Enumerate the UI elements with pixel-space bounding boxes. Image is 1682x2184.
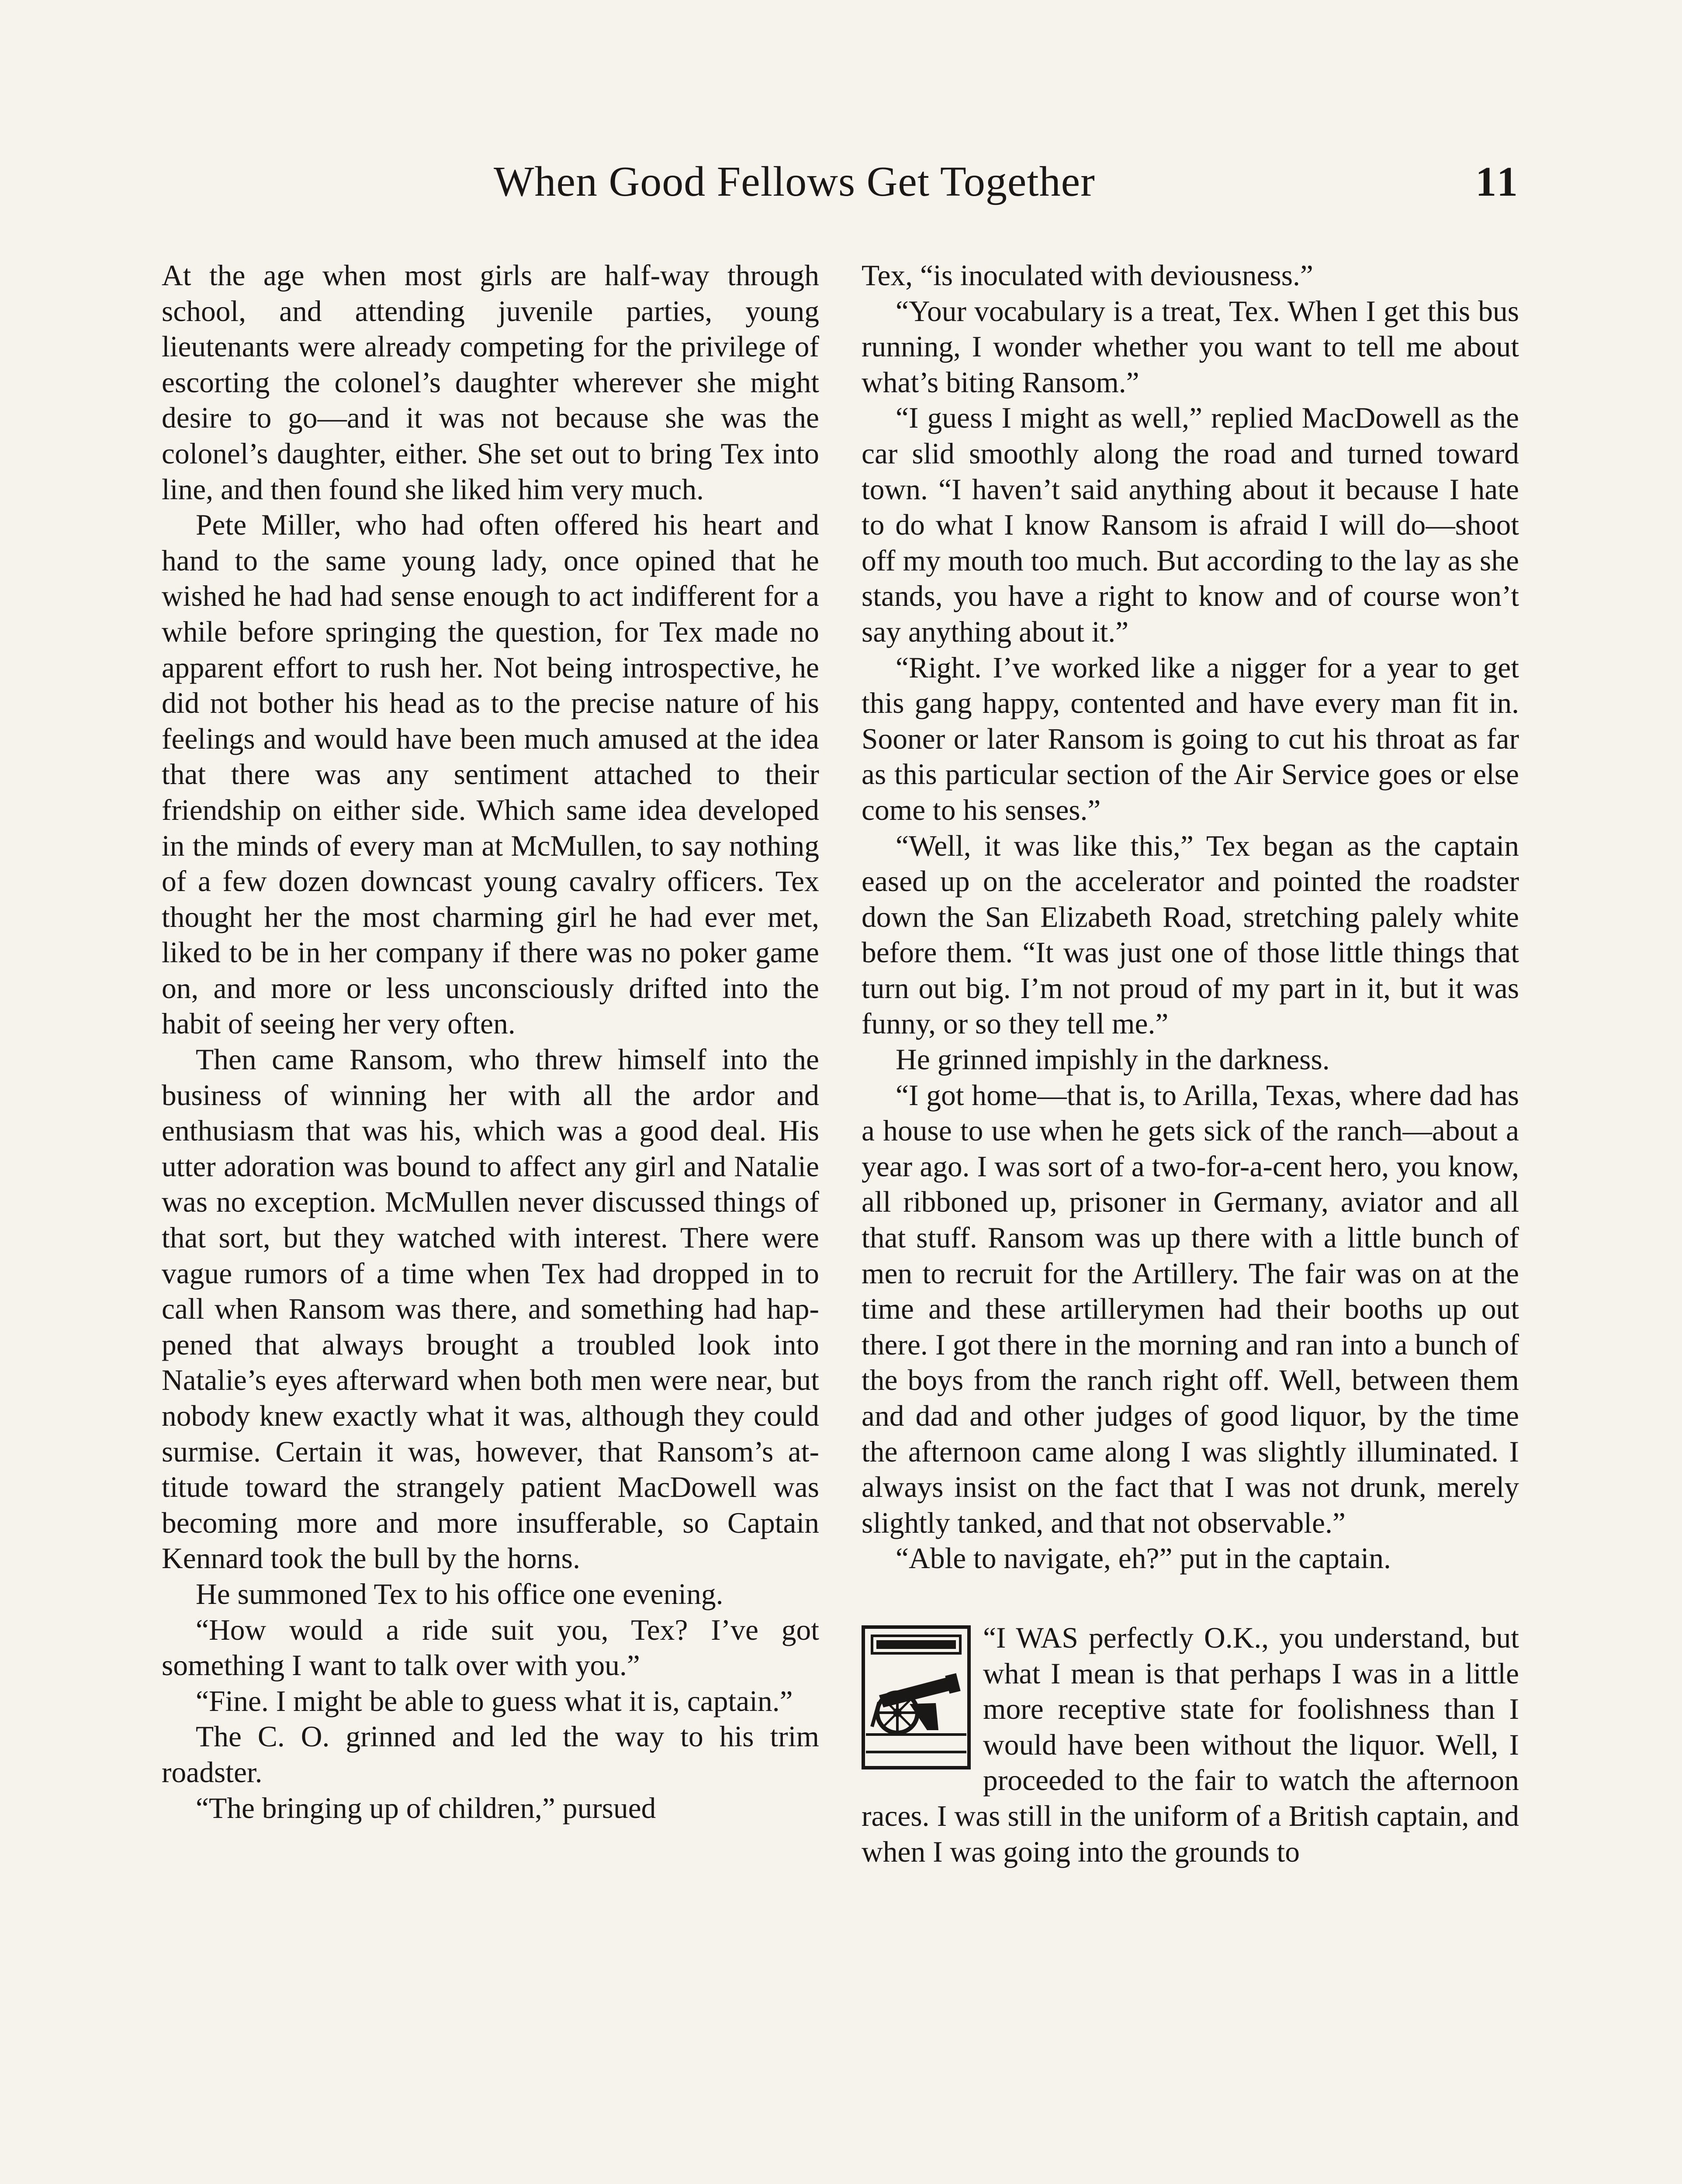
paragraph: “Your vocabulary is a treat, Tex. When I get this bus running, I wonder whether you want to tell me about what’s biting Ransom.”: [862, 294, 1519, 399]
paragraph: “I guess I might as well,” replied MacDowell as the car slid smoothly along the road and turned toward town. “I haven’t said anything about it because I hate to do what I know Ransom is afraid I will do—shoot off my mouth too much. But according to the lay as she stands, you have a right to know and of course won’t say anything about it.”: [862, 401, 1519, 648]
paragraph: He grinned impishly in the darkness.: [896, 1043, 1330, 1076]
running-title: When Good Fellows Get Together: [494, 158, 1095, 205]
section-break: [862, 1576, 1519, 1620]
cannon-dropcap-icon: [862, 1625, 971, 1769]
paragraph: “I WAS perfectly O.K., you understand, but what I mean is that perhaps I was in a little more receptive state for foolishness than I would have been without the liquor. Well, I proceeded to the fair to watch the afternoon races. I was still in the uniform of a British captain, and when I was going into the grounds to: [862, 1621, 1519, 1868]
paragraph: At the age when most girls are half-way through school, and attending juvenile parties, young lieutenants were already competing for the privilege of escorting the colonel’s daughter wherever she might desire to go—and it was not because she was the colonel’s daughter, either. She set out to bring Tex into line, and then found she liked him very much.: [162, 259, 819, 506]
paragraph: “How would a ride suit you, Tex? I’ve got something I want to talk over with you.”: [162, 1613, 819, 1682]
paragraph: “The bringing up of children,” pursued: [196, 1791, 656, 1825]
paragraph: “Well, it was like this,” Tex began as the captain eased up on the accelerator and pointed the roadster down the San Elizabeth Road, stretching palely white before them. “It was just one of those little things that turn out big. I’m not proud of my part in it, but it was funny, or so they tell me.”: [862, 829, 1519, 1040]
page-header: [162, 157, 1520, 218]
paragraph: Then came Ransom, who threw himself into the business of winning her with all the ardor and enthusiasm that was his, which was a good deal. His utter adoration was bound to affect any girl and Natalie was no exception. McMullen never discussed things of that sort, but they watched with interest. There were vague rumors of a time when Tex had dropped in to call when Ransom was there, and something had happened that always brought a troubled look into Natalie’s eyes afterward when both men were near, but nobody knew exactly what it was, although they could surmise. Certain it was, however, that Ransom’s attitude toward the strangely patient MacDowell was becoming more and more insufferable, so Captain Kennard took the bull by the horns.: [162, 1043, 819, 1575]
right-column: [862, 258, 1519, 2184]
paragraph: “Fine. I might be able to guess what it is, captain.”: [196, 1684, 793, 1717]
paragraph: “I got home—that is, to Arilla, Texas, where dad has a house to use when he gets sick of the ranch—about a year ago. I was sort of a two-for-a-cent hero, you know, all ribboned up, prisoner in Germany, aviator and all that stuff. Ransom was up there with a little bunch of men to recruit for the Artillery. The fair was on at the time and these artillerymen had their booths up out there. I got there in the morning and ran into a bunch of the boys from the ranch right off. Well, between them and dad and other judges of good liquor, by the time the afternoon came along I was slightly illuminated. I always insist on the fact that I was not drunk, merely slightly tanked, and that not observable.”: [862, 1078, 1519, 1539]
paragraph: Pete Miller, who had often offered his heart and hand to the same young lady, once opined that he wished he had had sense enough to act indifferent for a while before springing the question, for Tex made no apparent effort to rush her. Not being introspective, he did not bother his head as to the precise nature of his feelings and would have been much amused at the idea that there was any sentiment attached to their friendship on either side. Which same idea developed in the minds of every man at McMullen, to say nothing of a few dozen downcast young cavalry officers. Tex thought her the most charming girl he had ever met, liked to be in her company if there was no poker game on, and more or less unconsciously drifted into the habit of seeing her very often.: [162, 508, 819, 1040]
page-number: 11: [1475, 158, 1520, 205]
left-column: [162, 258, 819, 2184]
paragraph: Tex, “is inoculated with deviousness.”: [862, 259, 1313, 292]
paragraph: The C. O. grinned and led the way to his trim roadster.: [162, 1720, 819, 1789]
section-two: [862, 1620, 1519, 1870]
paragraph: He summoned Tex to his office one evening.: [196, 1577, 723, 1610]
paragraph: “Right. I’ve worked like a nigger for a year to get this gang happy, contented and have every man fit in. Sooner or later Ransom is going to cut his throat as far as this particular section of the Air Service goes or else come to his senses.”: [862, 651, 1519, 826]
paragraph: “Able to navigate, eh?” put in the captain.: [896, 1542, 1391, 1575]
